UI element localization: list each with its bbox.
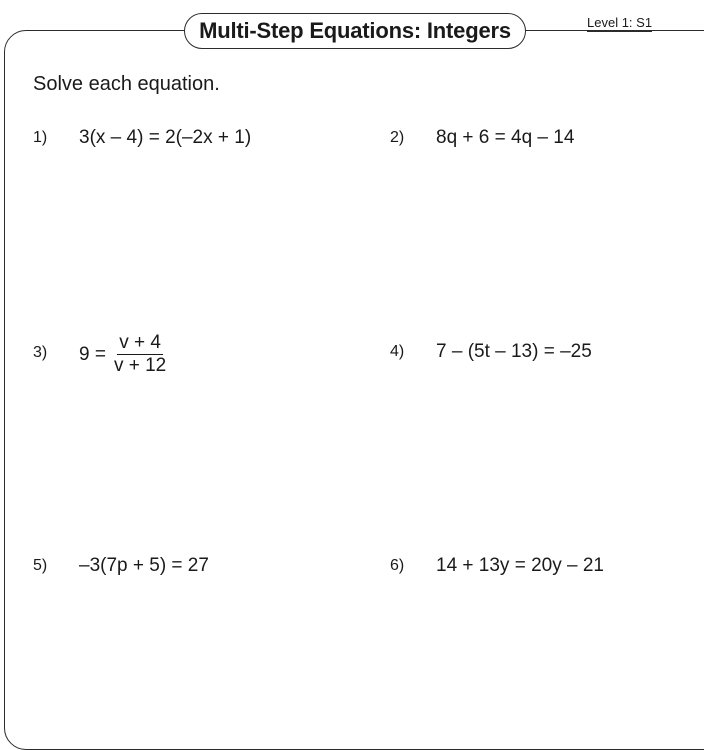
equation-lhs: 9 = [79,343,106,365]
fraction-denominator: v + 12 [113,355,167,376]
problem-equation: 14 + 13y = 20y – 21 [436,555,604,576]
fraction [112,333,168,376]
problem-number: 2) [390,129,405,146]
problem-number: 5) [33,557,48,574]
problem-equation [79,333,168,376]
problem-equation: 3(x – 4) = 2(–2x + 1) [79,127,252,148]
problem-number: 3) [33,344,48,361]
level-label: Level 1: S1 [587,15,653,30]
problem-number: 1) [33,129,48,146]
instruction-text: Solve each equation. [33,73,220,95]
problem-number: 6) [390,557,405,574]
fraction-numerator: v + 4 [119,332,161,353]
problem-equation: 7 – (5t – 13) = –25 [436,341,592,362]
worksheet-title: Multi-Step Equations: Integers [199,18,511,43]
title-banner [184,13,526,49]
problem-equation: –3(7p + 5) = 27 [79,555,209,576]
problem-equation: 8q + 6 = 4q – 14 [436,127,575,148]
problem-number: 4) [390,343,405,360]
